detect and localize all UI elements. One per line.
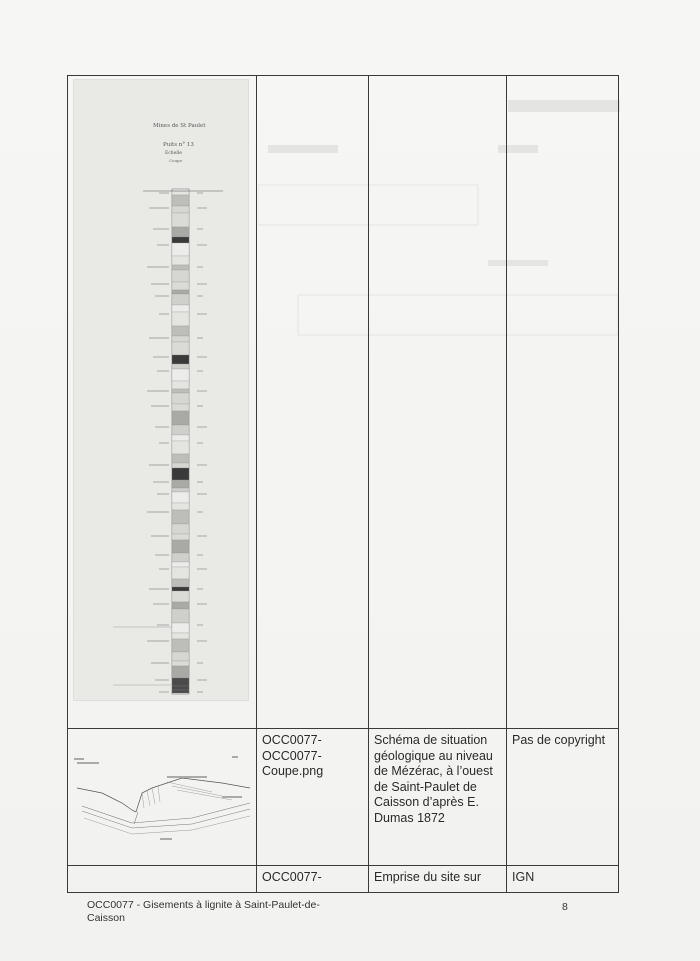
table-row bbox=[68, 866, 619, 893]
column-layers bbox=[172, 191, 189, 693]
filename-cell: OCC0077- bbox=[257, 866, 369, 893]
column-caption-2: Puits n° 13 bbox=[163, 142, 194, 148]
geological-section-image bbox=[72, 748, 252, 848]
page-number: 8 bbox=[562, 901, 568, 913]
rights-cell bbox=[507, 76, 619, 729]
image-cell bbox=[68, 866, 257, 893]
rights-cell: IGN bbox=[507, 866, 619, 893]
rights-cell: Pas de copyright bbox=[507, 729, 619, 866]
description-cell bbox=[369, 76, 507, 729]
column-caption-3: Echelle bbox=[165, 151, 182, 156]
filename-cell bbox=[257, 76, 369, 729]
stratigraphic-column-image bbox=[73, 79, 249, 701]
column-caption-1: Mines de St Paulet bbox=[153, 123, 206, 129]
stratigraphic-column-drawing bbox=[73, 79, 249, 701]
column-caption-4: Coupe bbox=[169, 158, 182, 163]
description-cell: Emprise du site sur bbox=[369, 866, 507, 893]
footer-title: OCC0077 - Gisements à lignite à Saint-Paulet-de-Caisson bbox=[87, 899, 320, 924]
description-cell: Schéma de situation géologique au niveau de Mézérac, à l’ouest de Saint-Paulet de Caisson d’après E. Dumas 1872 bbox=[369, 729, 507, 866]
filename-cell: OCC0077- OCC0077- Coupe.png bbox=[257, 729, 369, 866]
